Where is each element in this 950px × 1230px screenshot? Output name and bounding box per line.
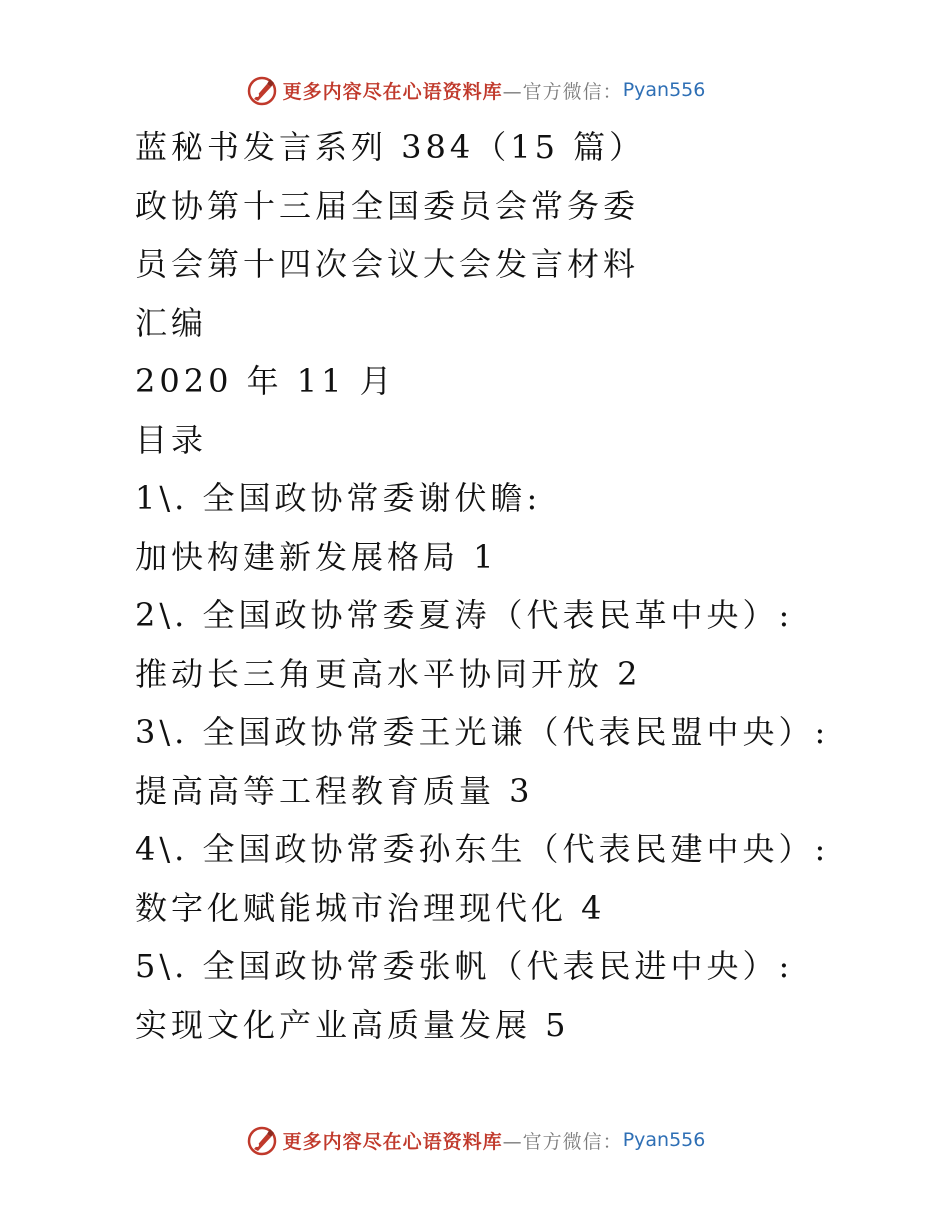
toc-heading: 目录 bbox=[135, 420, 208, 459]
toc-entry-2-speaker: 2\. 全国政协常委夏涛（代表民革中央）: bbox=[135, 596, 794, 634]
watermark-red-text: 更多内容尽在心语资料库 bbox=[282, 1130, 503, 1153]
toc-entry-1-speaker: 1\. 全国政协常委谢伏瞻: bbox=[135, 479, 542, 517]
toc-entry-4-title: 数字化赋能城市治理现代化 4 bbox=[135, 888, 606, 927]
toc-entry-5-title: 实现文化产业高质量发展 5 bbox=[135, 1005, 570, 1044]
toc-entry-2-title: 推动长三角更高水平协同开放 2 bbox=[135, 654, 642, 693]
toc-entry-5-speaker: 5\. 全国政协常委张帆（代表民进中央）: bbox=[135, 947, 794, 985]
toc-entry-3-speaker: 3\. 全国政协常委王光谦（代表民盟中央）: bbox=[135, 713, 830, 751]
watermark-separator: —官方微信： bbox=[502, 80, 623, 103]
watermark-red-text: 更多内容尽在心语资料库 bbox=[282, 80, 503, 103]
header-watermark bbox=[0, 70, 950, 110]
document-body bbox=[135, 118, 925, 1054]
toc-entry-3-title: 提高高等工程教育质量 3 bbox=[135, 771, 534, 810]
doc-title-line-1: 政协第十三届全国委员会常务委 bbox=[135, 186, 640, 225]
watermark-separator: —官方微信： bbox=[502, 1130, 623, 1153]
pen-logo-icon bbox=[245, 73, 279, 107]
watermark-wechat-id: Pyan556 bbox=[622, 1129, 706, 1151]
footer-watermark bbox=[0, 1120, 950, 1160]
toc-entry-4-speaker: 4\. 全国政协常委孙东生（代表民建中央）: bbox=[135, 830, 830, 868]
pen-logo-icon bbox=[245, 1123, 279, 1157]
doc-title-line-3: 汇编 bbox=[135, 303, 208, 342]
doc-title-line-2: 员会第十四次会议大会发言材料 bbox=[135, 245, 640, 283]
series-title: 蓝秘书发言系列 384（15 篇） bbox=[135, 128, 646, 166]
watermark-wechat-id: Pyan556 bbox=[622, 79, 706, 101]
doc-date: 2020 年 11 月 bbox=[135, 362, 396, 400]
toc-entry-1-title: 加快构建新发展格局 1 bbox=[135, 537, 498, 576]
